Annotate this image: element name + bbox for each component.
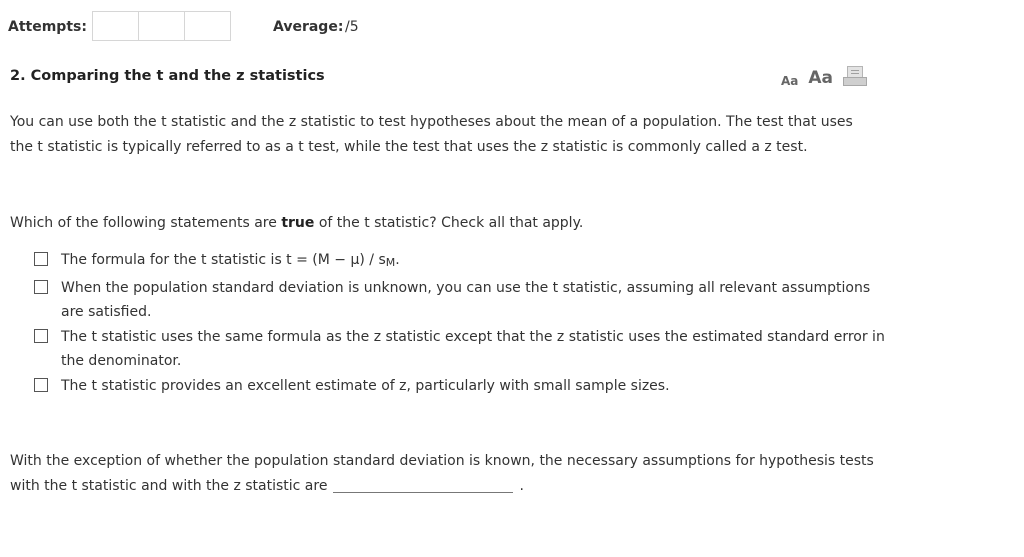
attempts-bar	[0, 0, 1024, 50]
option-formula[interactable]	[34, 248, 894, 276]
increase-font-button[interactable]: Aa	[808, 68, 834, 88]
answer-dropdown[interactable]	[333, 478, 513, 493]
checkbox[interactable]	[34, 280, 48, 294]
option-label: The t statistic uses the same formula as the z statistic except that the z statistic uses the estimated standard error in the denominator.	[61, 328, 885, 369]
average-value: /5	[345, 19, 359, 35]
question-title: 2. Comparing the t and the z statistics	[10, 68, 325, 84]
printer-icon[interactable]	[843, 66, 867, 88]
assumptions-statement	[10, 449, 880, 498]
prompt-emphasis: true	[281, 215, 315, 231]
average-label: Average:	[273, 19, 344, 35]
assumptions-end: .	[519, 477, 524, 494]
option-unknown-sd[interactable]	[34, 276, 894, 325]
prompt-text-end: of the t statistic? Check all that apply.	[314, 215, 584, 231]
option-suffix: .	[395, 252, 400, 268]
text-tools	[781, 66, 867, 88]
options-list	[34, 248, 894, 398]
option-label: The t statistic provides an excellent estimate of z, particularly with small sample sizes.	[61, 377, 670, 394]
decrease-font-button[interactable]: Aa	[781, 74, 799, 88]
attempt-boxes	[92, 11, 230, 41]
attempts-label: Attempts:	[8, 19, 87, 35]
question-intro: You can use both the t statistic and the z statistic to test hypotheses about the mean of a population. The test that uses the t statistic is typically referred to as a t test, while the test that uses the z statistic is commonly called a z test.	[10, 114, 853, 155]
attempt-box	[184, 11, 231, 41]
checkbox[interactable]	[34, 329, 48, 343]
assumptions-text: With the exception of whether the population standard deviation is known, the necessary assumptions for hypothesis tests with the t statistic and with the z statistic are	[10, 453, 874, 494]
option-label: When the population standard deviation is unknown, you can use the t statistic, assuming all relevant assumptions are satisfied.	[61, 279, 871, 320]
attempt-box	[92, 11, 139, 41]
option-estimate-z[interactable]	[34, 374, 894, 399]
option-label: The formula for the t statistic is t = (M − μ) / s	[61, 252, 386, 268]
option-same-formula[interactable]	[34, 325, 894, 374]
attempt-box	[138, 11, 185, 41]
checkbox[interactable]	[34, 252, 48, 266]
option-subscript: M	[385, 256, 396, 269]
prompt-text: Which of the following statements are	[10, 215, 282, 231]
question-prompt	[10, 211, 880, 236]
checkbox[interactable]	[34, 378, 48, 392]
